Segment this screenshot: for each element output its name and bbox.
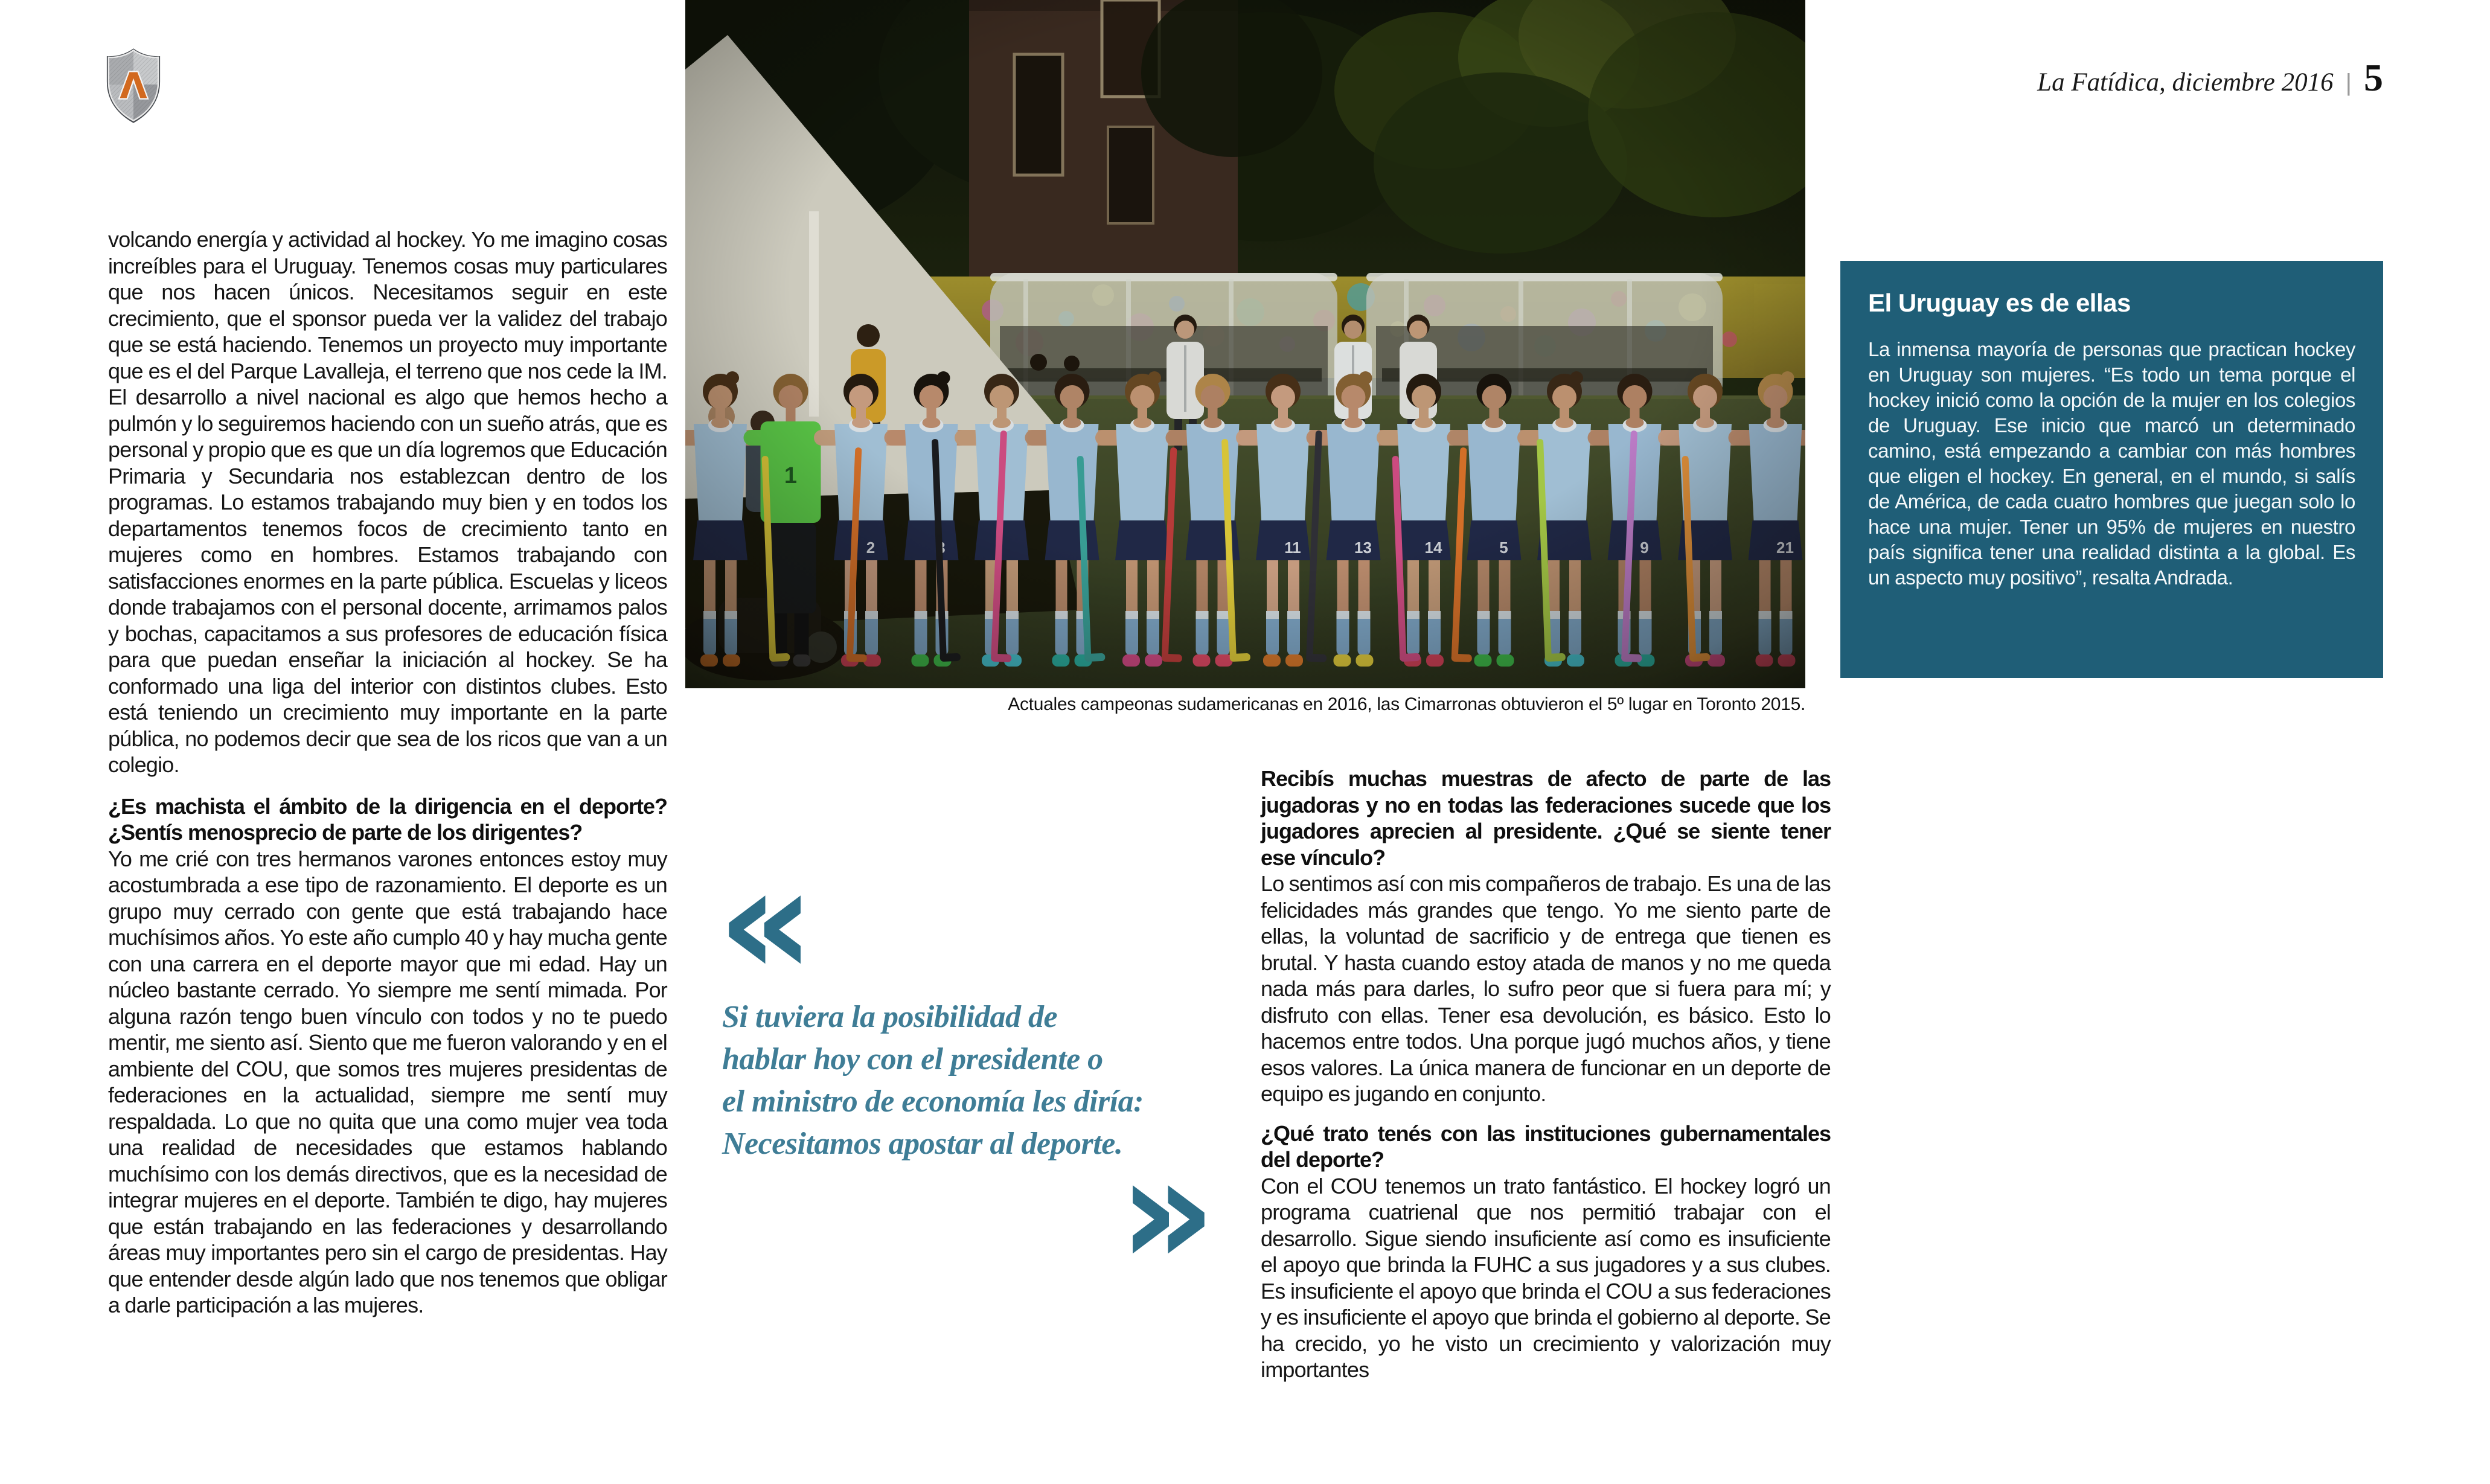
logo-monogram: Λ — [120, 65, 147, 107]
issue-date: La Fatídica, diciembre 2016 — [2037, 68, 2334, 97]
team-photo — [685, 0, 1805, 688]
page-header — [2037, 56, 2383, 100]
photo-caption: Actuales campeonas sudamericanas en 2016, las Cimarronas obtuvieron el 5º lugar en Toronto 2015. — [1008, 694, 1805, 714]
question-2: Recibís muchas muestras de afecto de parte de las jugadoras y no en todas las federaciones sucede que los jugadores aprecien al presidente. ¿Qué se siente tener ese vínculo? — [1261, 766, 1831, 870]
answer-2: Lo sentimos así con mis compañeros de trabajo. Es una de las felicidades más grandes que tengo. Yo me siento parte de ellas, la voluntad de sacrificio y de entrega que tienen es brutal. Y hasta cuando estoy atada de manos y no me queda nada más para darles, lo sufro peor que si fuera para mí; y disfruto con ellas. Tener esa devolución, es básico. Esto lo hacemos entre todos. Una porque jugó muchos años, y tiene esos valores. La única manera de funcionar en un deporte de equipo es jugando en conjunto. — [1261, 871, 1831, 1106]
team-photo-graphic — [685, 0, 1805, 688]
sidebar-title: El Uruguay es de ellas — [1868, 289, 2131, 317]
close-guillemet-icon: » — [1118, 1124, 1216, 1299]
question-3: ¿Qué trato tenés con las instituciones gubernamentales del deporte? — [1261, 1121, 1831, 1172]
sidebar-box — [1840, 261, 2383, 678]
header-separator: | — [2345, 69, 2352, 96]
sidebar-body: La inmensa mayoría de personas que practican hockey en Uruguay son mujeres. “Es todo un tema porque el hockey inició como la opción de la mujer en los colegios de Uruguay. Ese inicio que marcó un determinado camino, está empezando a cambiar con más hombres que eligen el hockey. En general, en el mundo, si salís de América, de cada cuatro hombres que juegan solo lo hace una mujer. Tener un 95% de mujeres en nuestro país significa tener una realidad distinta a la global. Es un aspecto muy positivo”, resalta Andrada. — [1868, 338, 2355, 589]
pull-quote-line: Si tuviera la posibilidad de — [722, 1000, 1058, 1034]
question-1: ¿Es machista el ámbito de la dirigencia en el deporte? ¿Sentís menosprecio de parte de los dirigentes? — [108, 793, 667, 845]
page-number: 5 — [2364, 56, 2383, 99]
intro-paragraph: volcando energía y actividad al hockey. Yo me imagino cosas increíbles para el Uruguay. Tenemos cosas muy particulares que nos hacen únicos. Necesitamos seguir en este crecimiento, que el sponsor pueda ver la validez del trabajo que se está haciendo. Tenemos un proyecto muy importante que es el del Parque Lavalleja, el terreno que nos cede la IM. El desarrollo a nivel nacional es algo que hemos hecho a pulmón y lo seguiremos haciendo con un sueño atrás, que es personal y propio que es que un día logremos que Educación Primaria y Secundaria nos establezcan dentro de los programas. Lo estamos trabajando muy bien y en todos los departamentos tenemos focos de crecimiento tanto en mujeres como en hombres. Estamos trabajando con satisfacciones enormes en la parte pública. Escuelas y liceos donde trabajamos con el personal docente, arrimamos palos y bochas, capacitamos a sus profesores de educación física para que puedan enseñar la iniciación al hockey. Se ha conformado una liga del interior con distintos clubes. Esto está teniendo un crecimiento muy importante en la parte pública, no podemos decir que sea de los ricos que van a un colegio. — [108, 227, 667, 777]
article-column-right — [1261, 766, 1831, 1383]
answer-1: Yo me crié con tres hermanos varones entonces estoy muy acostumbrada a ese tipo de razonamiento. El deporte es un grupo muy cerrado con gente que está trabajando hace muchísimos años. Yo este año cumplo 40 y hay mucha gente con una carrera en el deporte mayor que mi edad. Hay un núcleo bastante cerrado. Yo siempre me sentí mimada. Por alguna razón tengo buen vínculo con todos y no te puedo mentir, me siento así. Siento que me fueron valorando y en el ambiente del COU, que somos tres mujeres presidentas de federaciones en la actualidad, siempre me sentí muy respaldada. Lo que no quita que una como mujer vea toda una realidad de necesidades que estamos hablando muchísimo con los demás directivos, que es la necesidad de integrar mujeres en el deporte. También te digo, hay mujeres que están trabajando en las federaciones y desarrollando áreas muy importantes pero sin el cargo de presidentas. Hay que entender desde algún lado que nos tenemos que obligar a darle participación a las mujeres. — [108, 846, 667, 1317]
pull-quote-line: hablar hoy con el presidente o — [722, 1042, 1103, 1076]
pull-quote-line: el ministro de economía les diría: — [722, 1084, 1144, 1119]
answer-3: Con el COU tenemos un trato fantástico. El hockey logró un programa cuatrienal que nos permitió trabajar con el desarrollo. Sigue siendo insuficiente así como es insuficiente el apoyo que brinda la FUHC a sus jugadores y a sus clubes. Es insuficiente el apoyo que brinda el COU a sus federaciones y es insuficiente el apoyo que brinda el gobierno al deporte. Se ha crecido, yo he visto un crecimiento y valorización muy importantes — [1261, 1173, 1831, 1382]
publisher-shield-logo-icon — [104, 46, 163, 126]
article-column-left — [108, 226, 667, 1319]
pull-quote-line: Necesitamos apostar al deporte. — [722, 1127, 1123, 1161]
open-guillemet-icon: « — [717, 834, 815, 1009]
pull-quote — [717, 834, 1256, 1299]
